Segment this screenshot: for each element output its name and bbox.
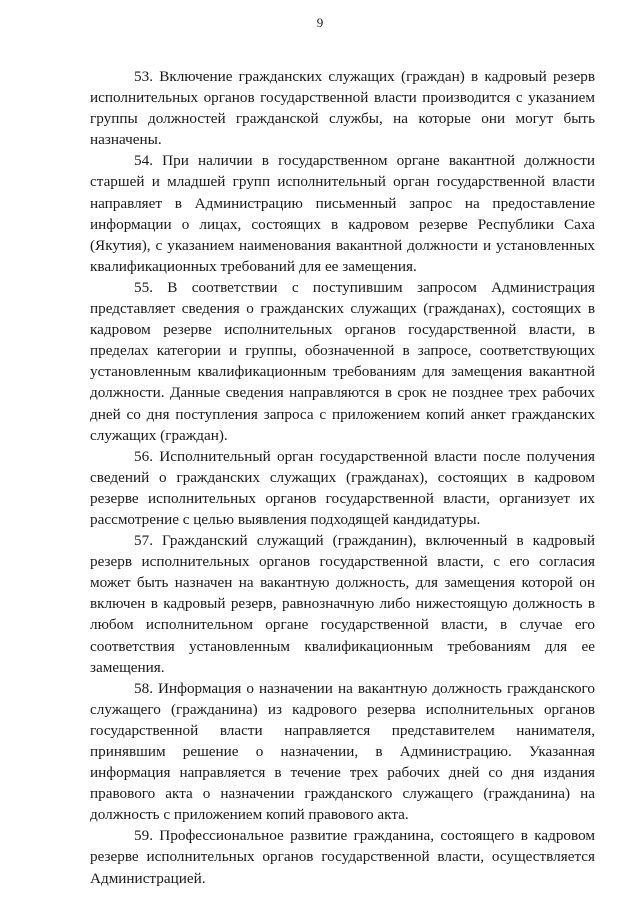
paragraph-59: 59. Профессиональное развитие гражданина, состоящего в кадровом резерве исполнительных органов государственной власти, осуществляется Администрацией.: [90, 827, 595, 887]
paragraph-58: 58. Информация о назначении на вакантную должность гражданского служащего (гражданина) из кадрового резерва исполнительных органов государственной власти направляется представителем нанимателя, принявшим решение о назначении, в Администрацию. Указанная информация направляется в течение трех рабочих дней со дня издания правового акта о назначении гражданского служащего (гражданина) на должность с приложением копий правового акта.: [90, 679, 595, 824]
paragraph-55: 55. В соответствии с поступившим запросом Администрация представляет сведения о гражданских служащих (гражданах), состоящих в кадровом резерве исполнительных органов государственной власти, в пределах категории и группы, обозначенной в запросе, соответствующих установленным квалификационным требованиям для замещения вакантной должности. Данные сведения направляются в срок не позднее трех рабочих дней со дня поступления запроса с приложением копий анкет гражданских служащих (граждан).: [90, 278, 595, 444]
paragraph-54: 54. При наличии в государственном органе вакантной должности старшей и младшей групп исполнительный орган государственной власти направляет в Администрацию письменный запрос на предоставление информации о лицах, состоящих в кадровом резерве Республики Саха (Якутия), с указанием наименования вакантной должности и установленных квалификационных требований для ее замещения.: [90, 152, 595, 275]
paragraph-53: 53. Включение гражданских служащих (граждан) в кадровый резерв исполнительных органов государственной власти производится с указанием группы должностей гражданской службы, на которые они могут быть назначены.: [90, 68, 595, 149]
paragraph-56: 56. Исполнительный орган государственной власти после получения сведений о гражданских служащих (гражданах), состоящих в кадровом резерве исполнительных органов государственной власти, организует их рассмотрение с целью выявления подходящей кандидатуры.: [90, 447, 595, 528]
page-number: 9: [316, 15, 324, 30]
paragraph-57: 57. Гражданский служащий (гражданин), включенный в кадровый резерв исполнительных органов государственной власти, с его согласия может быть назначен на вакантную должность, для замещения которой он включен в кадровый резерв, равнозначную либо нижестоящую должность в любом исполнительном органе государственной власти, в случае его соответствия установленным квалификационным требованиям для ее замещения.: [90, 532, 595, 676]
document-body: [90, 66, 595, 889]
